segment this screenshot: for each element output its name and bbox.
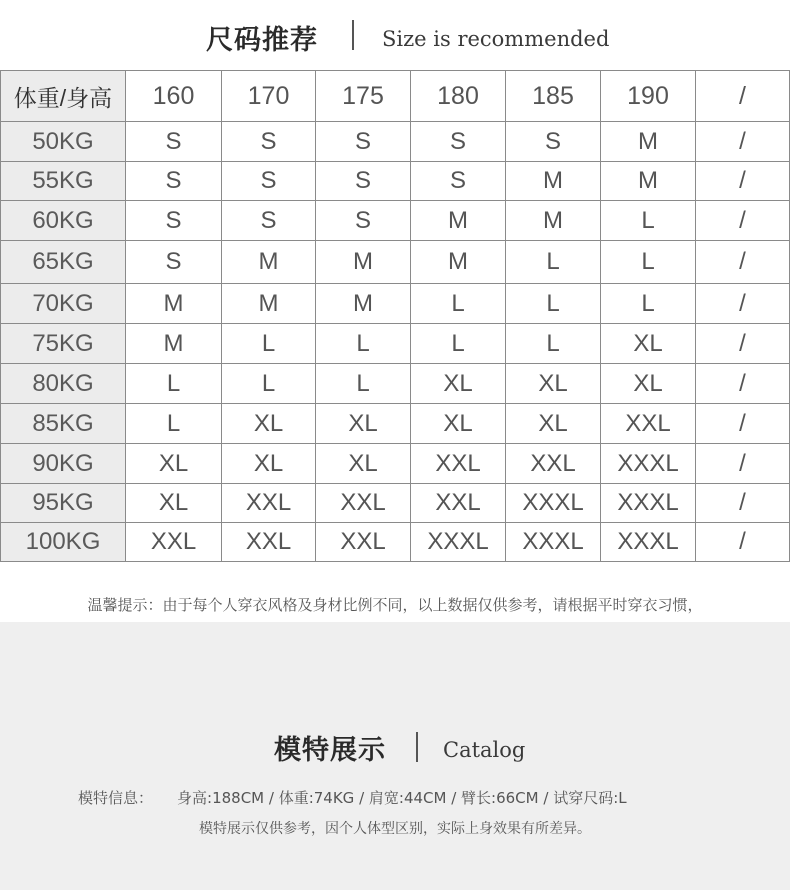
size-cell: / <box>696 122 790 162</box>
size-cell: M <box>506 201 601 241</box>
size-cell: S <box>222 122 316 162</box>
size-section-title-cn: 尺码推荐 <box>206 25 318 56</box>
size-cell: L <box>506 324 601 364</box>
size-cell: L <box>316 364 411 404</box>
model-section-title-cn: 模特展示 <box>274 735 386 766</box>
weight-row-label: 55KG <box>1 162 126 201</box>
size-cell: / <box>696 284 790 324</box>
size-chart-table <box>0 70 790 562</box>
height-header-cell: 170 <box>222 71 316 122</box>
table-row <box>1 241 790 284</box>
size-cell: M <box>601 122 696 162</box>
height-header-cell: 185 <box>506 71 601 122</box>
size-cell: M <box>601 162 696 201</box>
size-cell: L <box>222 324 316 364</box>
size-cell: XXXL <box>601 484 696 523</box>
height-header-cell: / <box>696 71 790 122</box>
size-cell: M <box>411 241 506 284</box>
weight-row-label: 60KG <box>1 201 126 241</box>
model-info <box>78 787 627 808</box>
size-cell: / <box>696 201 790 241</box>
table-row <box>1 201 790 241</box>
size-cell: / <box>696 162 790 201</box>
size-cell: S <box>222 201 316 241</box>
size-cell: XXXL <box>601 444 696 484</box>
table-row <box>1 324 790 364</box>
size-cell: S <box>222 162 316 201</box>
size-cell: S <box>126 122 222 162</box>
table-row <box>1 162 790 201</box>
height-header-cell: 175 <box>316 71 411 122</box>
size-cell: XXL <box>222 523 316 562</box>
size-cell: M <box>316 284 411 324</box>
height-header-cell: 160 <box>126 71 222 122</box>
title-divider <box>352 20 354 50</box>
size-cell: S <box>411 162 506 201</box>
size-cell: XL <box>601 364 696 404</box>
size-cell: XXL <box>316 484 411 523</box>
weight-row-label: 65KG <box>1 241 126 284</box>
size-cell: XL <box>506 404 601 444</box>
size-cell: XXL <box>411 484 506 523</box>
size-cell: XXL <box>601 404 696 444</box>
size-cell: XL <box>601 324 696 364</box>
size-cell: S <box>316 201 411 241</box>
size-cell: XL <box>316 404 411 444</box>
size-cell: / <box>696 444 790 484</box>
weight-height-corner-label: 体重/身高 <box>1 71 126 122</box>
size-cell: M <box>506 162 601 201</box>
size-cell: L <box>601 201 696 241</box>
size-cell: S <box>316 122 411 162</box>
size-cell: / <box>696 523 790 562</box>
size-cell: / <box>696 241 790 284</box>
model-section <box>0 622 790 890</box>
size-cell: / <box>696 404 790 444</box>
size-cell: / <box>696 484 790 523</box>
size-cell: XXXL <box>506 484 601 523</box>
size-cell: S <box>316 162 411 201</box>
size-cell: XXL <box>411 444 506 484</box>
size-cell: S <box>411 122 506 162</box>
weight-row-label: 100KG <box>1 523 126 562</box>
size-section-header <box>0 0 790 70</box>
weight-row-label: 70KG <box>1 284 126 324</box>
size-cell: L <box>506 284 601 324</box>
size-cell: XL <box>222 404 316 444</box>
size-cell: L <box>126 364 222 404</box>
size-cell: XXL <box>506 444 601 484</box>
size-cell: M <box>222 241 316 284</box>
model-info-value: 身高:188CM / 体重:74KG / 肩宽:44CM / 臂长:66CM / 试穿尺码:L <box>177 789 627 807</box>
size-cell: L <box>411 284 506 324</box>
table-row <box>1 404 790 444</box>
size-section-title-en: Size is recommended <box>382 27 610 51</box>
table-row <box>1 444 790 484</box>
weight-row-label: 95KG <box>1 484 126 523</box>
table-header-row <box>1 71 790 122</box>
size-cell: S <box>506 122 601 162</box>
size-cell: M <box>126 324 222 364</box>
size-cell: XXL <box>126 523 222 562</box>
size-cell: S <box>126 241 222 284</box>
weight-row-label: 75KG <box>1 324 126 364</box>
size-cell: XL <box>222 444 316 484</box>
size-cell: / <box>696 324 790 364</box>
size-cell: XXL <box>316 523 411 562</box>
table-row <box>1 523 790 562</box>
model-note: 模特展示仅供参考，因个人体型区别，实际上身效果有所差异。 <box>199 821 591 837</box>
size-cell: XL <box>126 444 222 484</box>
size-cell: XL <box>411 404 506 444</box>
size-cell: L <box>411 324 506 364</box>
table-row <box>1 484 790 523</box>
size-cell: / <box>696 364 790 404</box>
size-cell: M <box>222 284 316 324</box>
size-cell: XL <box>506 364 601 404</box>
weight-row-label: 90KG <box>1 444 126 484</box>
model-info-label: 模特信息： <box>78 789 154 807</box>
size-cell: XXL <box>222 484 316 523</box>
size-cell: M <box>316 241 411 284</box>
size-cell: L <box>316 324 411 364</box>
size-cell: L <box>126 404 222 444</box>
size-cell: XXXL <box>601 523 696 562</box>
size-cell: L <box>222 364 316 404</box>
table-body <box>1 122 790 562</box>
size-cell: XL <box>411 364 506 404</box>
size-cell: XL <box>126 484 222 523</box>
weight-row-label: 85KG <box>1 404 126 444</box>
table-row <box>1 122 790 162</box>
size-cell: L <box>601 284 696 324</box>
height-header-cell: 190 <box>601 71 696 122</box>
table-row <box>1 364 790 404</box>
model-title-divider <box>416 732 418 762</box>
size-cell: L <box>506 241 601 284</box>
size-cell: M <box>411 201 506 241</box>
size-cell: L <box>601 241 696 284</box>
tips-line-1: 温馨提示：由于每个人穿衣风格及身材比例不同，以上数据仅供参考，请根据平时穿衣习惯， <box>87 596 703 614</box>
weight-row-label: 80KG <box>1 364 126 404</box>
table-row <box>1 284 790 324</box>
size-cell: M <box>126 284 222 324</box>
size-cell: XL <box>316 444 411 484</box>
size-cell: S <box>126 201 222 241</box>
size-cell: S <box>126 162 222 201</box>
model-section-title-en: Catalog <box>443 738 526 762</box>
size-cell: XXXL <box>411 523 506 562</box>
height-header-cell: 180 <box>411 71 506 122</box>
weight-row-label: 50KG <box>1 122 126 162</box>
size-cell: XXXL <box>506 523 601 562</box>
